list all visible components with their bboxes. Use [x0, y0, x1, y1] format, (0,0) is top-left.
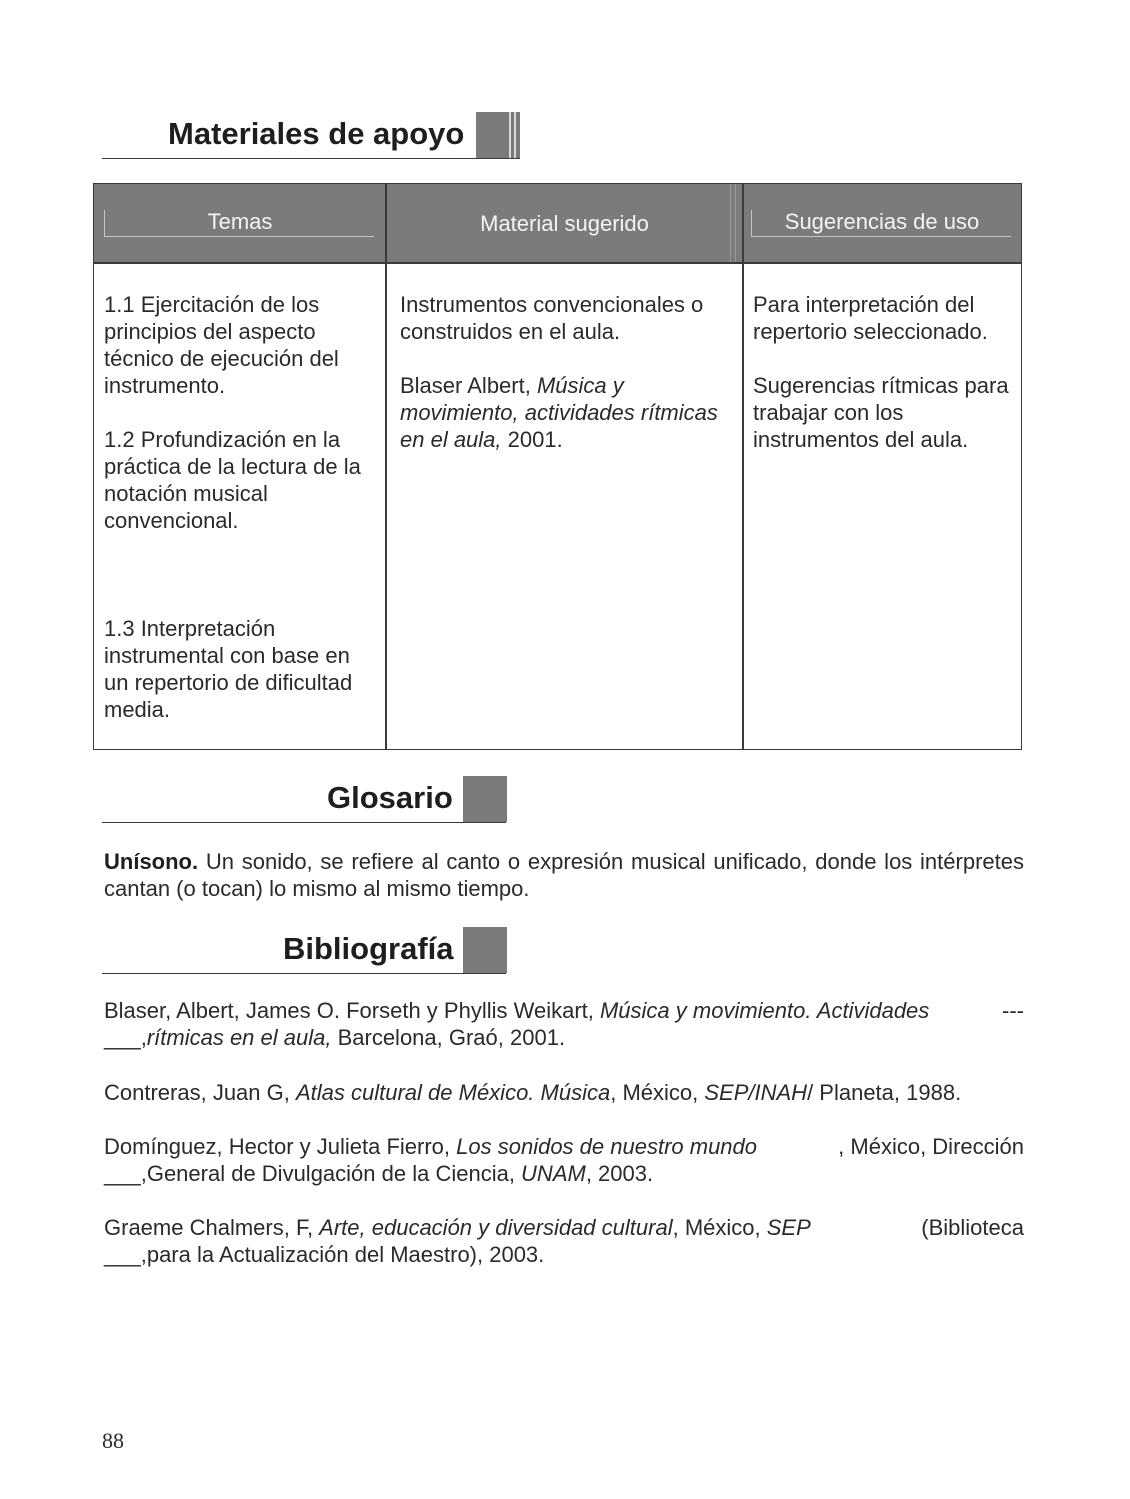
tema-item: 1.1 Ejercitación de los principios del aspecto técnico de ejecución del instrumento. [104, 292, 339, 398]
glossary-definition: Un sonido, se refiere al canto o expresión musical unificado, donde los intérpretes cantan (o tocan) lo mismo al mismo tiempo. [104, 849, 1024, 901]
bibliography-entry: Blaser, Albert, James O. Forseth y Phyllis Weikart, Música y movimiento. Actividades --- ___,rítmicas en el aula, Barcelona, Graó, 2001. [104, 998, 1024, 1050]
header-material [386, 184, 743, 263]
tema-item: 1.2 Profundización en la práctica de la lectura de la notación musical convencional. [104, 427, 361, 533]
tema-item: 1.3 Interpretación instrumental con base en un repertorio de dificultad media. [104, 616, 353, 722]
cell-material [400, 291, 736, 453]
sugerencia-item: Sugerencias rítmicas para trabajar con los instrumentos del aula. [753, 373, 1009, 452]
cell-sugerencias [753, 291, 1015, 453]
heading-decoration [463, 776, 507, 822]
header-sugerencias [743, 184, 1021, 263]
sugerencia-item: Para interpretación del repertorio seleccionado. [753, 292, 988, 344]
bibliography-entry: Graeme Chalmers, F, Arte, educación y diversidad cultural, México, SEP (Biblioteca ___,para la Actualización del Maestro), 2003. [104, 1215, 1024, 1267]
material-item: Blaser Albert, Música y movimiento, actividades rítmicas en el aula, 2001. [400, 373, 718, 452]
column-divider [742, 184, 744, 749]
section-title: Bibliografía [283, 931, 454, 966]
section-heading-materiales [102, 112, 520, 159]
section-title: Materiales de apoyo [168, 116, 465, 151]
material-item: Instrumentos convencionales o construidos en el aula. [400, 292, 704, 344]
materials-table [93, 183, 1022, 750]
page-number: 88 [102, 1428, 124, 1453]
glossary-term: Unísono. [104, 849, 199, 874]
glossary-entry [104, 848, 1024, 902]
section-heading-bibliografia [102, 927, 506, 974]
header-temas [94, 184, 386, 263]
header-label: Material sugerido [480, 211, 649, 236]
table-header [94, 184, 1021, 263]
header-label: Sugerencias de uso [784, 209, 980, 234]
cell-temas [104, 291, 379, 723]
section-heading-glosario [102, 776, 506, 823]
bibliography-entry: Contreras, Juan G, Atlas cultural de México. Música, México, SEP/INAH/ Planeta, 1988. [104, 1080, 962, 1105]
heading-decoration [463, 927, 507, 973]
bibliography-entry: Domínguez, Hector y Julieta Fierro, Los sonidos de nuestro mundo , México, Dirección ___,General de Divulgación de la Ciencia, UNAM, 2003. [104, 1134, 1024, 1186]
section-title: Glosario [327, 780, 453, 815]
header-label: Temas [207, 209, 273, 234]
heading-decoration [476, 112, 520, 158]
column-divider [385, 184, 387, 749]
